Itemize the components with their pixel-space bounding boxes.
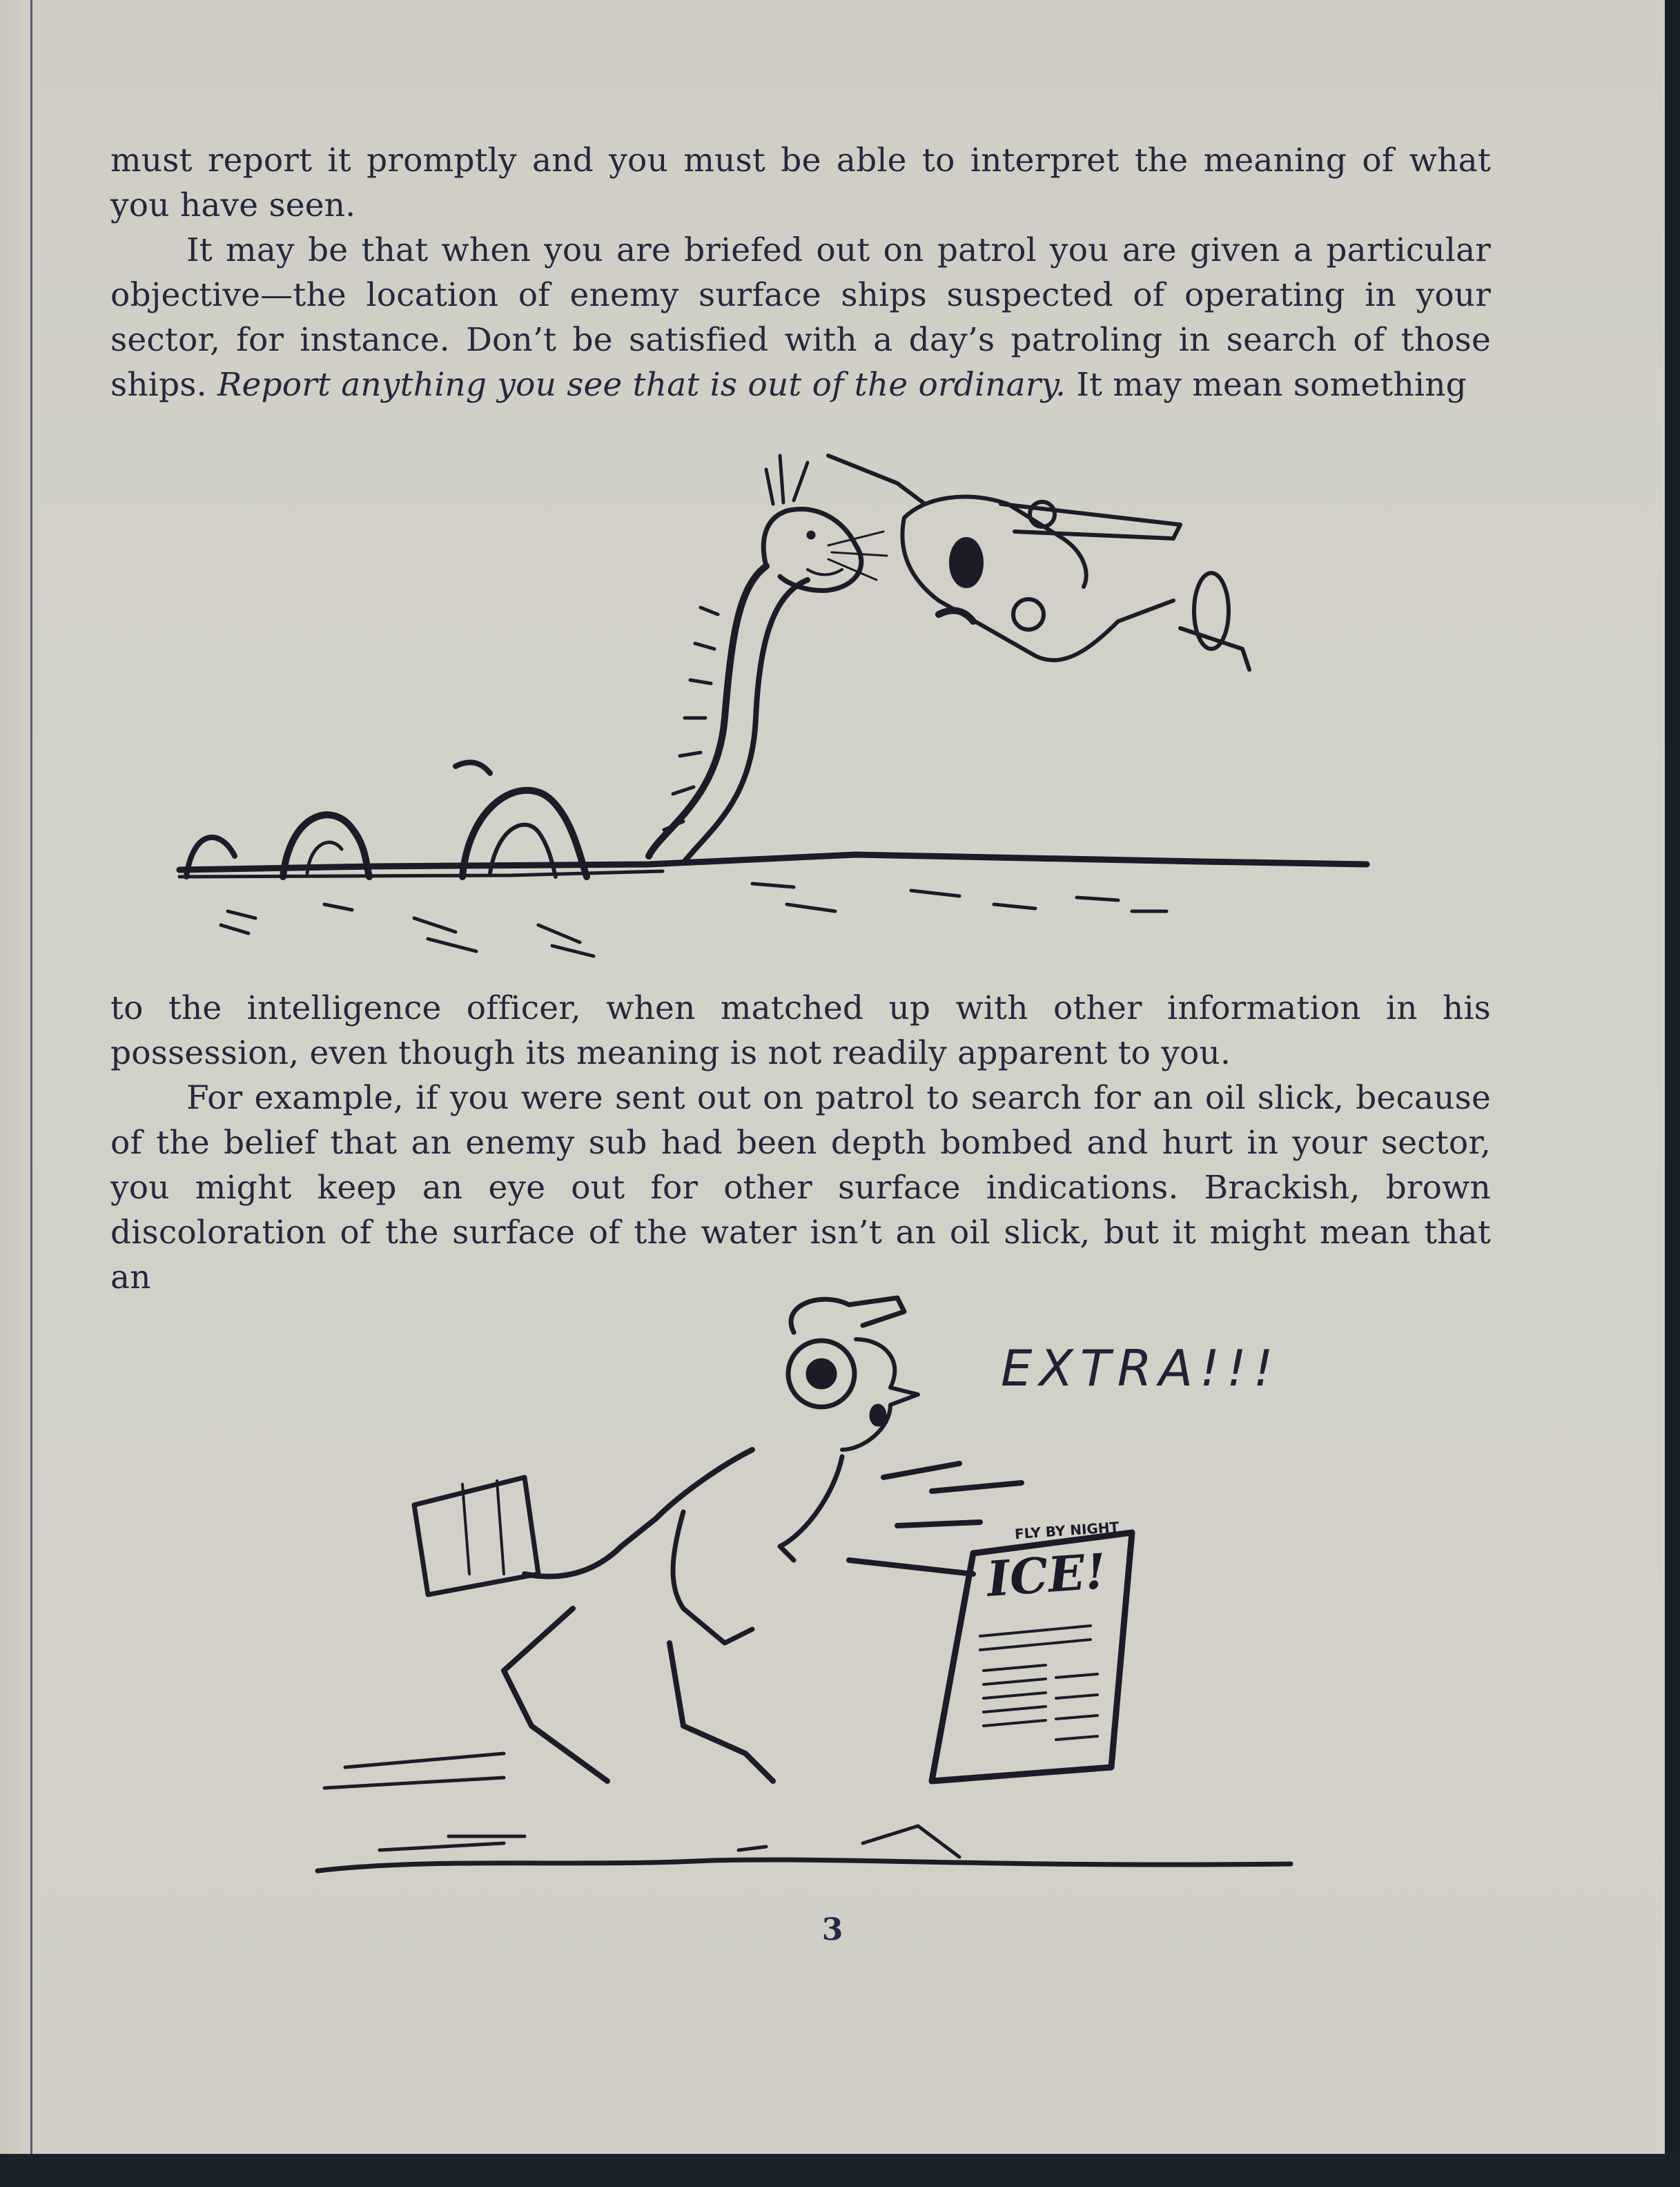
- newspaper-headline: ICE!: [985, 1542, 1108, 1608]
- paragraph: to the intelligence officer, when matched up with other information in his possession, even though its meaning is not readily apparent to you.: [110, 989, 1491, 1072]
- patrol-plane-drawing: [828, 456, 1249, 670]
- emphasized-text: Report anything you see that is out of the ordinary.: [217, 366, 1066, 404]
- book-cover-edge-right: [1665, 0, 1680, 2187]
- paragraph: For example, if you were sent out on patrol to search for an oil slick, because of the belief that an enemy sub had been depth bombed and hurt in your sector, you might keep an eye out for other surface indications. Brackish, brown discoloration of the surface of the water isn’t an oil slick, but it might mean that an: [110, 1079, 1491, 1296]
- extra-shout-caption: EXTRA!!!: [1001, 1339, 1280, 1397]
- paragraph-text: It may mean something: [1066, 366, 1467, 404]
- sea-serpent-illustration: [166, 442, 1408, 966]
- newspaper-masthead: FLY BY NIGHT: [1014, 1518, 1120, 1543]
- page-number: 3: [821, 1912, 843, 1947]
- paragraph-text: It may be that when you are briefed out on patrol you are given a particular objective—the location of enemy surface ships suspected of operating in your sector, for instance. Don’t be satisfied with a day’s patroling in search of those ships.: [110, 231, 1491, 404]
- book-cover-edge-bottom: [0, 2154, 1680, 2187]
- paragraph: must report it promptly and you must be able to interpret the meaning of what you have seen.: [110, 142, 1491, 224]
- text-block-bottom: [110, 986, 1491, 1300]
- page-gutter: [0, 0, 32, 2154]
- paragraph: [110, 228, 1491, 407]
- text-block-top: [110, 138, 1491, 407]
